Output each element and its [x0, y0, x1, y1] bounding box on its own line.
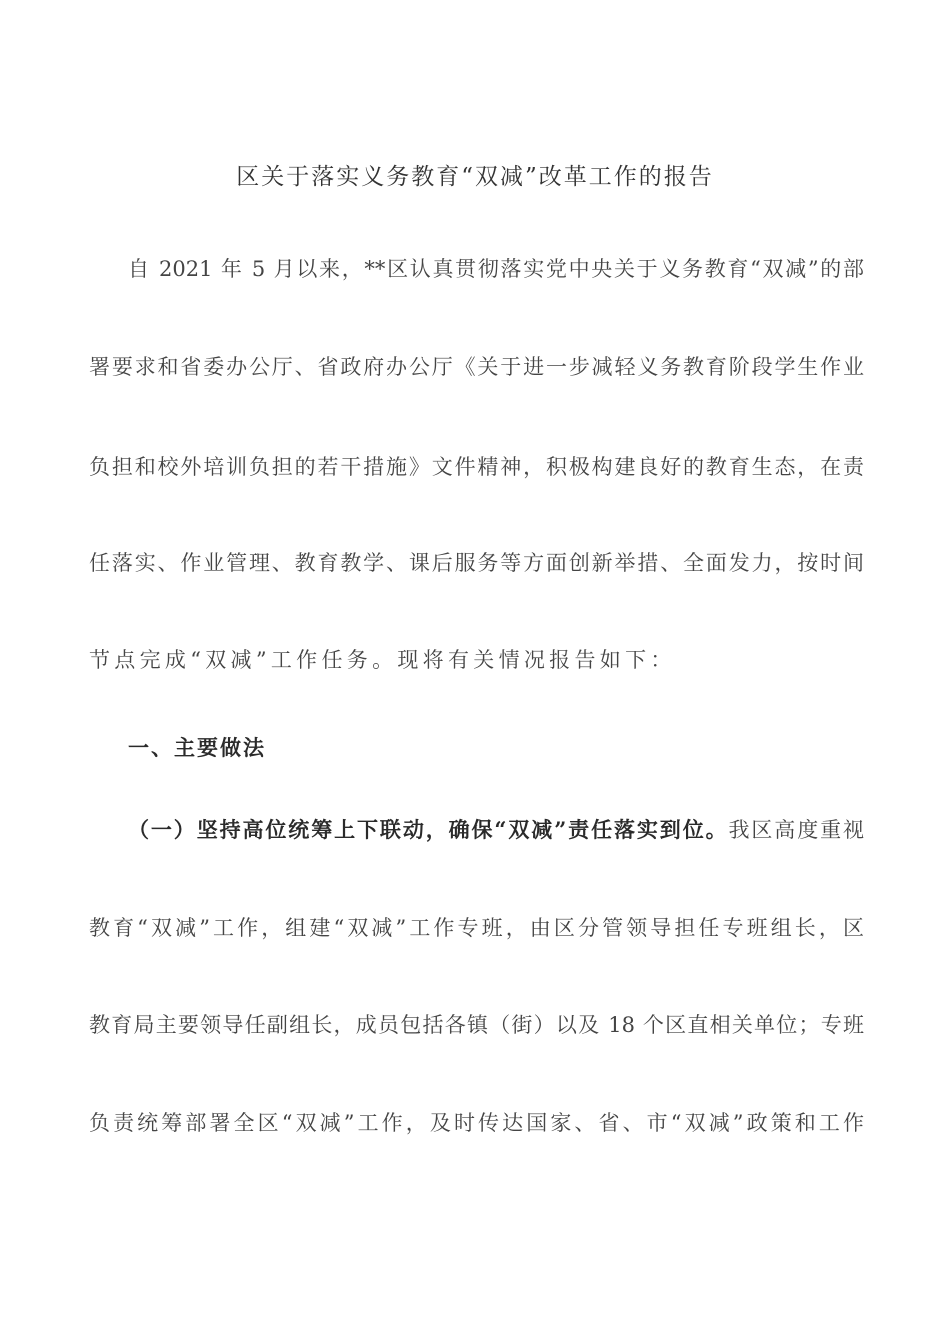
paragraph-line: 负担和校外培训负担的若干措施》文件精神，积极构建良好的教育生态，在责: [89, 455, 864, 479]
subsection-bold-lead: （一）坚持高位统筹上下联动，确保“双减”责任落实到位。: [128, 817, 729, 842]
paragraph-line: 任落实、作业管理、教育教学、课后服务等方面创新举措、全面发力，按时间: [89, 551, 864, 575]
paragraph-line: 教育局主要领导任副组长，成员包括各镇（街）以及 18 个区直相关单位；专班: [89, 1013, 864, 1037]
subsection-line-rest: 我区高度重视: [728, 818, 865, 842]
paragraph-line: 自 2021 年 5 月以来，**区认真贯彻落实党中央关于义务教育“双减”的部: [128, 257, 864, 281]
section-heading: 一、主要做法: [128, 735, 266, 760]
subsection-first-line: [128, 815, 864, 845]
document-title: 区关于落实义务教育“双减”改革工作的报告: [236, 164, 714, 190]
paragraph-line: 教育“双减”工作，组建“双减”工作专班，由区分管领导担任专班组长，区: [89, 916, 864, 940]
paragraph-line: 节点完成“双减”工作任务。现将有关情况报告如下：: [89, 648, 676, 672]
paragraph-line: 负责统筹部署全区“双减”工作，及时传达国家、省、市“双减”政策和工作: [89, 1111, 864, 1135]
paragraph-line: 署要求和省委办公厅、省政府办公厅《关于进一步减轻义务教育阶段学生作业: [89, 355, 864, 379]
